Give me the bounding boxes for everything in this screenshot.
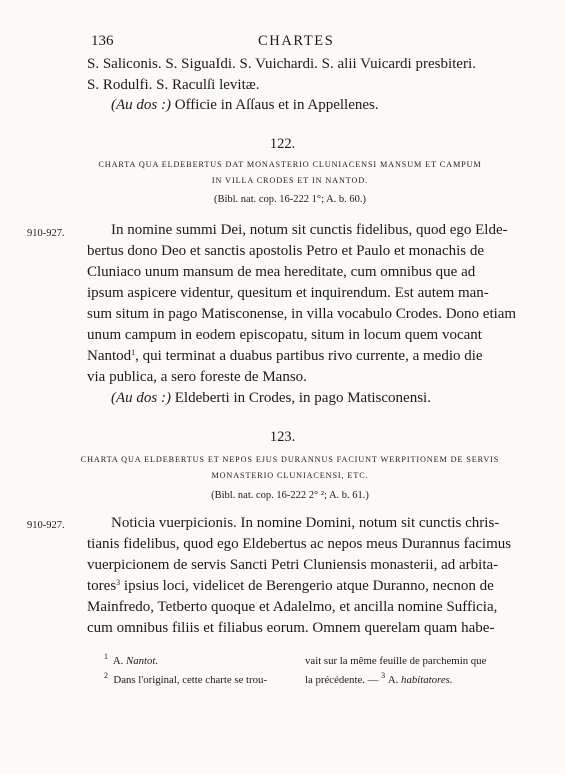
text-fragment: ipsius loci, videlicet de Berengerio atque Duranno, necnon de xyxy=(120,578,494,594)
dorse-note xyxy=(111,97,379,114)
text-line: vuerpicionem de servis Sancti Petri Cluniensis monasterii, ad arbita- xyxy=(87,557,499,573)
charter-number: 122. xyxy=(269,136,296,152)
text-line: unum campum in eodem episcopatu, situm in locum quem vocant xyxy=(87,327,482,343)
footnote-1 xyxy=(104,652,159,667)
footnote-marker: 1 xyxy=(104,652,108,661)
text-line: sum situm in pago Matisconense, in villa vocabulo Crodes. Dono etiam xyxy=(87,306,517,322)
footnote-italic: Nantot. xyxy=(126,655,159,667)
text-fragment: , qui terminat a duabus partibus rivo currente, a medio die xyxy=(135,348,483,364)
footnote-italic: habitatores. xyxy=(401,674,453,686)
bibliographic-reference: (Bibl. nat. cop. 16-222 1°; A. b. 60.) xyxy=(213,194,367,205)
dorse-text: Officie in Aſſaus et in Appellenes. xyxy=(171,97,379,113)
text-line: ipsum aspicere videntur, quesitum et inquirendum. Est autem man- xyxy=(87,285,489,301)
dorse-label: (Au dos :) xyxy=(111,97,171,113)
charter-number: 123. xyxy=(269,429,296,445)
text-line xyxy=(87,578,494,595)
note-marker: 3 xyxy=(116,578,121,587)
text-line: S. Saliconis. S. SiguaIdi. S. Vuichardi. S. alii Vuicardi presbiteri. xyxy=(87,56,476,72)
text-line: Cluniaco unum mansum de mea hereditate, cum omnibus que ad xyxy=(87,264,476,280)
text-fragment: tores xyxy=(87,578,117,594)
footnote-2 xyxy=(104,671,268,686)
text-line xyxy=(87,348,483,365)
text-fragment: Nantod xyxy=(87,348,132,364)
text-line: Noticia vuerpicionis. In nomine Domini, notum sit cunctis chris- xyxy=(111,515,500,531)
footnote-2-continued: vait sur la même feuille de parchemin que xyxy=(305,655,487,667)
text-line: In nomine summi Dei, notum sit cunctis fidelibus, quod ego Elde- xyxy=(111,222,508,238)
dorse-label: (Au dos :) xyxy=(111,390,171,406)
footnote-text: A. xyxy=(112,655,127,667)
dorse-text: Eldeberti in Crodes, in pago Matisconensi. xyxy=(171,390,431,406)
text-line: Mainfredo, Tetberto quoque et Adalelmo, et ancilla nomine Sufficia, xyxy=(87,599,498,615)
margin-date: 910-927. xyxy=(27,228,65,239)
footnote-text: A. xyxy=(387,674,402,686)
footnote-text: Dans l'original, cette charte se trou- xyxy=(113,674,268,686)
margin-date: 910-927. xyxy=(27,520,65,531)
charter-title: IN VILLA CRODES ET IN NANTOD. xyxy=(211,176,369,185)
charter-title: CHARTA QUA ELDEBERTUS DAT MONASTERIO CLUNIACENSI MANSUM ET CAMPUM xyxy=(98,160,482,169)
footnote-text: la précédente. — xyxy=(305,674,382,686)
footnote-2-continued xyxy=(305,671,453,686)
text-line: cum omnibus filiis et filiabus eorum. Omnem querelam quam habe- xyxy=(87,620,495,636)
text-line: via publica, a sero foreste de Manso. xyxy=(87,369,307,385)
footnote-marker: 2 xyxy=(104,671,108,680)
text-line: S. Rodulfi. S. Raculſi levitæ. xyxy=(87,77,260,93)
note-marker: 1 xyxy=(131,348,136,357)
page-number: 136 xyxy=(91,33,114,49)
footnote-marker: 3 xyxy=(381,671,386,680)
charter-title: MONASTERIO CLUNIACENSI, ETC. xyxy=(211,471,369,480)
text-line: tianis fidelibus, quod ego Eldebertus ac nepos meus Durannus facimus xyxy=(87,536,512,552)
text-line: bertus dono Deo et sanctis apostolis Petro et Paulo et monachis de xyxy=(87,243,485,259)
running-title: CHARTES xyxy=(258,33,335,49)
bibliographic-reference: (Bibl. nat. cop. 16-222 2° ²; A. b. 61.) xyxy=(211,490,369,501)
dorse-note xyxy=(111,390,431,407)
charter-title: CHARTA QUA ELDEBERTUS ET NEPOS EJUS DURANNUS FACIUNT WERPITIONEM DE SERVIS xyxy=(80,455,500,464)
